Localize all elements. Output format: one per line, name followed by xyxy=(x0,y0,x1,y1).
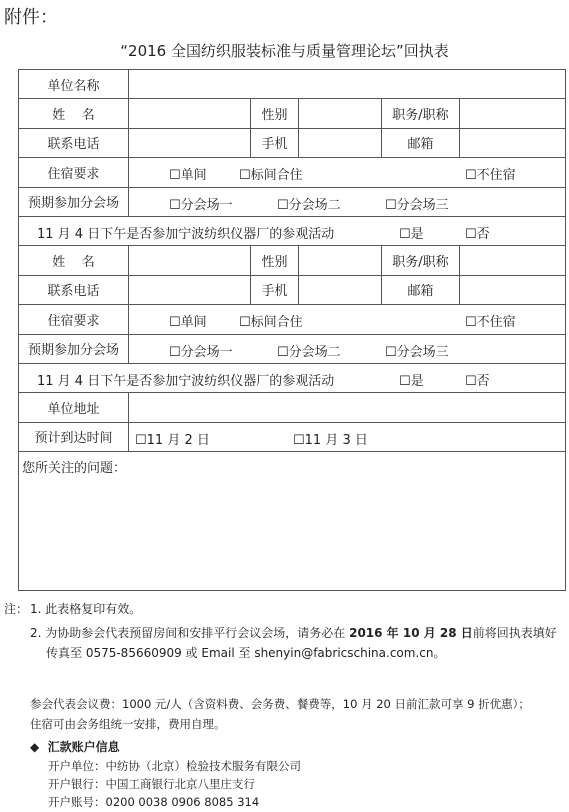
table-row xyxy=(19,246,566,275)
visit-no-checkbox[interactable]: ☐否 xyxy=(465,373,490,389)
arrival-label: 预计到达时间 xyxy=(19,422,129,451)
table-row xyxy=(19,334,566,363)
lodging-options xyxy=(129,305,566,334)
email-field[interactable] xyxy=(460,128,566,157)
attachment-label: 附件： xyxy=(4,7,58,28)
visit-question: 11 月 4 日下午是否参加宁波纺织仪器厂的参观活动 xyxy=(37,226,335,242)
name-field[interactable] xyxy=(129,99,251,128)
lodging-single-checkbox[interactable]: ☐单间 xyxy=(169,168,207,184)
phone-label: 联系电话 xyxy=(19,128,129,157)
lodging-info: 住宿可由会务组统一安排，费用自理。 xyxy=(30,717,226,731)
account-number: 开户账号：0200 0038 0906 8085 314 xyxy=(48,795,260,809)
position-field[interactable] xyxy=(460,99,566,128)
session-label: 预期参加分会场 xyxy=(19,187,129,216)
name-label: 姓 名 xyxy=(19,99,129,128)
account-bank: 开户银行：中国工商银行北京八里庄支行 xyxy=(48,777,255,791)
table-row xyxy=(19,422,566,451)
table-row xyxy=(19,363,566,392)
address-field[interactable] xyxy=(129,393,566,422)
table-row xyxy=(19,452,566,591)
visit-yes-checkbox[interactable]: ☐是 xyxy=(399,373,424,389)
session-one-checkbox[interactable]: ☐分会场一 xyxy=(169,197,233,213)
gender-field[interactable] xyxy=(299,99,382,128)
form-title: “2016 全国纺织服装标准与质量管理论坛”回执表 xyxy=(120,42,449,60)
table-row xyxy=(19,393,566,422)
note-2-deadline: 2016 年 10 月 28 日 xyxy=(349,626,473,640)
account-holder: 开户单位：中纺协（北京）检验技术服务有限公司 xyxy=(48,759,301,773)
lodging-single-checkbox[interactable]: ☐单间 xyxy=(169,315,207,331)
mobile-label: 手机 xyxy=(251,275,299,304)
session-options xyxy=(129,334,566,363)
arrival-nov2-checkbox[interactable]: ☐11 月 2 日 xyxy=(135,432,210,448)
note-2-contact: 传真至 0575-85660909 或 Email 至 shenyin@fabricschina.com.cn。 xyxy=(46,646,446,660)
table-row xyxy=(19,128,566,157)
name-field[interactable] xyxy=(129,246,251,275)
note-2-text-b: 前将回执表填好 xyxy=(472,626,557,640)
phone-field[interactable] xyxy=(129,275,251,304)
account-heading-text: 汇款账户信息 xyxy=(47,740,120,754)
concerns-label: 您所关注的问题： xyxy=(22,461,127,477)
session-label: 预期参加分会场 xyxy=(19,334,129,363)
table-row xyxy=(19,216,566,245)
session-two-checkbox[interactable]: ☐分会场二 xyxy=(277,197,341,213)
session-three-checkbox[interactable]: ☐分会场三 xyxy=(385,344,449,360)
session-options xyxy=(129,187,566,216)
visit-row xyxy=(19,216,566,245)
phone-field[interactable] xyxy=(129,128,251,157)
session-one-checkbox[interactable]: ☐分会场一 xyxy=(169,344,233,360)
gender-label: 性别 xyxy=(251,246,299,275)
unit-name-label: 单位名称 xyxy=(19,70,129,99)
lodging-label: 住宿要求 xyxy=(19,305,129,334)
table-row xyxy=(19,99,566,128)
session-three-checkbox[interactable]: ☐分会场三 xyxy=(385,197,449,213)
address-label: 单位地址 xyxy=(19,393,129,422)
visit-question: 11 月 4 日下午是否参加宁波纺织仪器厂的参观活动 xyxy=(37,373,335,389)
note-1: 1. 此表格复印有效。 xyxy=(30,602,142,616)
arrival-options xyxy=(129,422,566,451)
position-label: 职务/职称 xyxy=(382,246,460,275)
table-row xyxy=(19,275,566,304)
name-label: 姓 名 xyxy=(19,246,129,275)
position-label: 职务/职称 xyxy=(382,99,460,128)
phone-label: 联系电话 xyxy=(19,275,129,304)
account-heading xyxy=(30,738,120,755)
lodging-none-checkbox[interactable]: ☐不住宿 xyxy=(465,168,516,184)
arrival-nov3-checkbox[interactable]: ☐11 月 3 日 xyxy=(293,432,368,448)
mobile-field[interactable] xyxy=(299,275,382,304)
visit-row xyxy=(19,363,566,392)
gender-label: 性别 xyxy=(251,99,299,128)
table-row xyxy=(19,305,566,334)
email-label: 邮箱 xyxy=(382,128,460,157)
note-2 xyxy=(30,624,566,641)
mobile-label: 手机 xyxy=(251,128,299,157)
concerns-field[interactable] xyxy=(19,452,566,591)
session-two-checkbox[interactable]: ☐分会场二 xyxy=(277,344,341,360)
lodging-shared-checkbox[interactable]: ☐标间合住 xyxy=(239,168,303,184)
note-2-text-a: 2. 为协助参会代表预留房间和安排平行会议会场，请务必在 xyxy=(30,626,350,640)
table-row xyxy=(19,70,566,99)
diamond-bullet-icon: ◆ xyxy=(30,740,40,754)
lodging-options xyxy=(129,158,566,187)
email-label: 邮箱 xyxy=(382,275,460,304)
visit-yes-checkbox[interactable]: ☐是 xyxy=(399,226,424,242)
lodging-label: 住宿要求 xyxy=(19,158,129,187)
email-field[interactable] xyxy=(460,275,566,304)
mobile-field[interactable] xyxy=(299,128,382,157)
visit-no-checkbox[interactable]: ☐否 xyxy=(465,226,490,242)
position-field[interactable] xyxy=(460,246,566,275)
gender-field[interactable] xyxy=(299,246,382,275)
notes-prefix: 注： xyxy=(4,602,29,616)
registration-form-table xyxy=(18,69,566,591)
unit-name-field[interactable] xyxy=(129,70,566,99)
lodging-shared-checkbox[interactable]: ☐标间合住 xyxy=(239,315,303,331)
lodging-none-checkbox[interactable]: ☐不住宿 xyxy=(465,315,516,331)
table-row xyxy=(19,187,566,216)
fee-info: 参会代表会议费：1000 元/人（含资料费、会务费、餐费等，10 月 20 日前汇款可享 9 折优惠）； xyxy=(30,697,530,711)
table-row xyxy=(19,158,566,187)
